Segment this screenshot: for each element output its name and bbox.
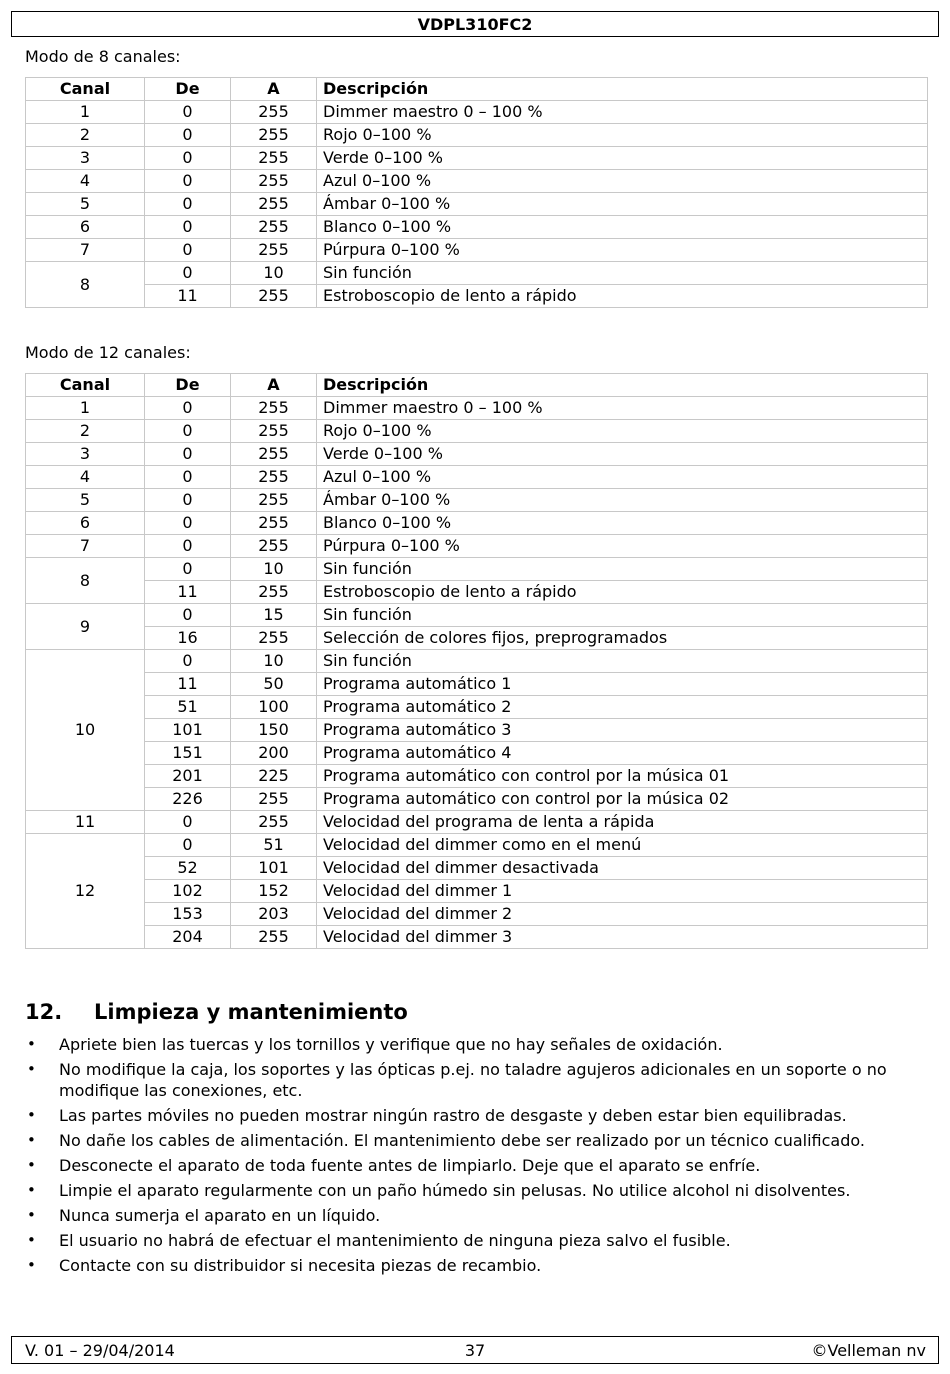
table-row	[26, 285, 928, 308]
column-header-canal: Canal	[26, 78, 145, 101]
from-cell: 102	[145, 880, 231, 903]
to-cell: 255	[231, 101, 317, 124]
description-cell: Estroboscopio de lento a rápido	[317, 285, 928, 308]
chapter-number: 12.	[25, 1000, 63, 1024]
bullet-icon: •	[27, 1256, 36, 1274]
footer-version: V. 01 – 29/04/2014	[25, 1341, 175, 1360]
from-cell: 0	[145, 397, 231, 420]
table-row	[26, 650, 928, 673]
to-cell: 255	[231, 170, 317, 193]
description-cell: Rojo 0–100 %	[317, 124, 928, 147]
column-header-a: A	[231, 78, 317, 101]
mode12-label: Modo de 12 canales:	[25, 343, 191, 362]
description-cell: Sin función	[317, 650, 928, 673]
table-header-row	[26, 374, 928, 397]
table-row	[26, 535, 928, 558]
table-row	[26, 742, 928, 765]
from-cell: 0	[145, 239, 231, 262]
table-row	[26, 811, 928, 834]
table-row	[26, 765, 928, 788]
from-cell: 11	[145, 581, 231, 604]
channel-cell: 2	[26, 420, 145, 443]
list-item-text: Desconecte el aparato de toda fuente antes de limpiarlo. Deje que el aparato se enfríe.	[59, 1156, 761, 1175]
table-row	[26, 696, 928, 719]
list-item-text: El usuario no habrá de efectuar el mantenimiento de ninguna pieza salvo el fusible.	[59, 1231, 731, 1250]
column-header-de: De	[145, 78, 231, 101]
description-cell: Ámbar 0–100 %	[317, 489, 928, 512]
description-cell: Verde 0–100 %	[317, 443, 928, 466]
to-cell: 255	[231, 926, 317, 949]
channel-cell: 6	[26, 512, 145, 535]
channel-cell: 9	[26, 604, 145, 650]
to-cell: 255	[231, 489, 317, 512]
table-row	[26, 170, 928, 193]
bullet-icon: •	[27, 1035, 36, 1053]
list-item	[25, 1130, 925, 1151]
from-cell: 226	[145, 788, 231, 811]
description-cell: Velocidad del dimmer como en el menú	[317, 834, 928, 857]
footer-copyright: ©Velleman nv	[811, 1341, 926, 1360]
channel-cell: 3	[26, 147, 145, 170]
document-model-title: VDPL310FC2	[417, 15, 533, 34]
description-cell: Programa automático con control por la música 02	[317, 788, 928, 811]
chapter-heading	[25, 998, 408, 1026]
to-cell: 255	[231, 466, 317, 489]
from-cell: 0	[145, 489, 231, 512]
list-item-text: No dañe los cables de alimentación. El mantenimiento debe ser realizado por un técnico cualificado.	[59, 1131, 865, 1150]
description-cell: Blanco 0–100 %	[317, 512, 928, 535]
to-cell: 255	[231, 811, 317, 834]
to-cell: 225	[231, 765, 317, 788]
to-cell: 10	[231, 262, 317, 285]
table-row	[26, 397, 928, 420]
to-cell: 255	[231, 535, 317, 558]
table-row	[26, 193, 928, 216]
to-cell: 255	[231, 788, 317, 811]
from-cell: 16	[145, 627, 231, 650]
channel-cell: 10	[26, 650, 145, 811]
description-cell: Velocidad del dimmer 2	[317, 903, 928, 926]
table-row	[26, 926, 928, 949]
description-cell: Velocidad del dimmer 3	[317, 926, 928, 949]
from-cell: 11	[145, 285, 231, 308]
to-cell: 50	[231, 673, 317, 696]
to-cell: 101	[231, 857, 317, 880]
from-cell: 0	[145, 147, 231, 170]
list-item	[25, 1205, 925, 1226]
to-cell: 15	[231, 604, 317, 627]
description-cell: Dimmer maestro 0 – 100 %	[317, 397, 928, 420]
channel-cell: 7	[26, 535, 145, 558]
description-cell: Ámbar 0–100 %	[317, 193, 928, 216]
from-cell: 0	[145, 262, 231, 285]
mode12-table-body	[26, 397, 928, 949]
channel-cell: 11	[26, 811, 145, 834]
table-row	[26, 262, 928, 285]
column-header-a: A	[231, 374, 317, 397]
list-item	[25, 1034, 925, 1055]
table-row	[26, 857, 928, 880]
list-item-text: Las partes móviles no pueden mostrar ningún rastro de desgaste y deben estar bien equilibradas.	[59, 1106, 847, 1125]
from-cell: 0	[145, 650, 231, 673]
description-cell: Programa automático con control por la música 01	[317, 765, 928, 788]
column-header-de: De	[145, 374, 231, 397]
list-item-text: Nunca sumerja el aparato en un líquido.	[59, 1206, 381, 1225]
chapter-title: Limpieza y mantenimiento	[94, 1000, 408, 1024]
from-cell: 0	[145, 466, 231, 489]
mode8-label: Modo de 8 canales:	[25, 47, 181, 66]
from-cell: 101	[145, 719, 231, 742]
description-cell: Sin función	[317, 604, 928, 627]
bullet-icon: •	[27, 1060, 36, 1078]
to-cell: 10	[231, 650, 317, 673]
to-cell: 100	[231, 696, 317, 719]
from-cell: 52	[145, 857, 231, 880]
to-cell: 203	[231, 903, 317, 926]
description-cell: Verde 0–100 %	[317, 147, 928, 170]
to-cell: 255	[231, 285, 317, 308]
description-cell: Rojo 0–100 %	[317, 420, 928, 443]
channel-cell: 12	[26, 834, 145, 949]
description-cell: Sin función	[317, 558, 928, 581]
table-row	[26, 903, 928, 926]
bullet-icon: •	[27, 1131, 36, 1149]
to-cell: 255	[231, 193, 317, 216]
to-cell: 255	[231, 147, 317, 170]
description-cell: Púrpura 0–100 %	[317, 535, 928, 558]
to-cell: 255	[231, 397, 317, 420]
from-cell: 0	[145, 535, 231, 558]
list-item	[25, 1105, 925, 1126]
table-row	[26, 558, 928, 581]
description-cell: Selección de colores fijos, preprogramados	[317, 627, 928, 650]
to-cell: 255	[231, 239, 317, 262]
description-cell: Dimmer maestro 0 – 100 %	[317, 101, 928, 124]
table-row	[26, 466, 928, 489]
from-cell: 0	[145, 834, 231, 857]
table-row	[26, 788, 928, 811]
bullet-icon: •	[27, 1231, 36, 1249]
from-cell: 0	[145, 811, 231, 834]
table-row	[26, 101, 928, 124]
from-cell: 153	[145, 903, 231, 926]
from-cell: 151	[145, 742, 231, 765]
from-cell: 0	[145, 604, 231, 627]
description-cell: Velocidad del dimmer 1	[317, 880, 928, 903]
list-item	[25, 1059, 925, 1101]
from-cell: 0	[145, 512, 231, 535]
description-cell: Azul 0–100 %	[317, 466, 928, 489]
mode12-table	[25, 373, 928, 949]
table-row	[26, 880, 928, 903]
table-row	[26, 673, 928, 696]
column-header-descripcion: Descripción	[317, 374, 928, 397]
bullet-icon: •	[27, 1156, 36, 1174]
to-cell: 255	[231, 216, 317, 239]
from-cell: 51	[145, 696, 231, 719]
to-cell: 255	[231, 627, 317, 650]
from-cell: 0	[145, 124, 231, 147]
table-row	[26, 581, 928, 604]
from-cell: 0	[145, 101, 231, 124]
description-cell: Blanco 0–100 %	[317, 216, 928, 239]
from-cell: 204	[145, 926, 231, 949]
channel-cell: 3	[26, 443, 145, 466]
to-cell: 255	[231, 124, 317, 147]
list-item	[25, 1155, 925, 1176]
table-row	[26, 124, 928, 147]
from-cell: 11	[145, 673, 231, 696]
description-cell: Programa automático 2	[317, 696, 928, 719]
description-cell: Púrpura 0–100 %	[317, 239, 928, 262]
channel-cell: 5	[26, 193, 145, 216]
description-cell: Programa automático 1	[317, 673, 928, 696]
description-cell: Sin función	[317, 262, 928, 285]
from-cell: 201	[145, 765, 231, 788]
to-cell: 152	[231, 880, 317, 903]
table-row	[26, 512, 928, 535]
description-cell: Estroboscopio de lento a rápido	[317, 581, 928, 604]
from-cell: 0	[145, 443, 231, 466]
channel-cell: 4	[26, 170, 145, 193]
table-row	[26, 216, 928, 239]
list-item-text: No modifique la caja, los soportes y las ópticas p.ej. no taladre agujeros adicionales en un soporte o no modifique las conexiones, etc.	[59, 1060, 887, 1100]
description-cell: Azul 0–100 %	[317, 170, 928, 193]
description-cell: Programa automático 4	[317, 742, 928, 765]
channel-cell: 8	[26, 558, 145, 604]
list-item-text: Contacte con su distribuidor si necesita piezas de recambio.	[59, 1256, 542, 1275]
description-cell: Velocidad del programa de lenta a rápida	[317, 811, 928, 834]
table-row	[26, 627, 928, 650]
bullet-icon: •	[27, 1206, 36, 1224]
to-cell: 255	[231, 512, 317, 535]
bullet-icon: •	[27, 1181, 36, 1199]
table-row	[26, 834, 928, 857]
channel-cell: 2	[26, 124, 145, 147]
table-row	[26, 420, 928, 443]
channel-cell: 5	[26, 489, 145, 512]
channel-cell: 1	[26, 101, 145, 124]
list-item	[25, 1230, 925, 1251]
mode8-table-body	[26, 101, 928, 308]
to-cell: 10	[231, 558, 317, 581]
list-item	[25, 1255, 925, 1276]
maintenance-list	[25, 1034, 925, 1280]
table-row	[26, 147, 928, 170]
channel-cell: 4	[26, 466, 145, 489]
to-cell: 150	[231, 719, 317, 742]
mode8-table	[25, 77, 928, 308]
list-item	[25, 1180, 925, 1201]
bullet-icon: •	[27, 1106, 36, 1124]
to-cell: 51	[231, 834, 317, 857]
channel-cell: 1	[26, 397, 145, 420]
footer-page-number: 37	[464, 1341, 486, 1360]
to-cell: 200	[231, 742, 317, 765]
channel-cell: 8	[26, 262, 145, 308]
from-cell: 0	[145, 558, 231, 581]
table-row	[26, 719, 928, 742]
description-cell: Velocidad del dimmer desactivada	[317, 857, 928, 880]
channel-cell: 6	[26, 216, 145, 239]
from-cell: 0	[145, 216, 231, 239]
channel-cell: 7	[26, 239, 145, 262]
list-item-text: Apriete bien las tuercas y los tornillos y verifique que no hay señales de oxidación.	[59, 1035, 723, 1054]
list-item-text: Limpie el aparato regularmente con un paño húmedo sin pelusas. No utilice alcohol ni disolventes.	[59, 1181, 851, 1200]
column-header-canal: Canal	[26, 374, 145, 397]
column-header-descripcion: Descripción	[317, 78, 928, 101]
to-cell: 255	[231, 443, 317, 466]
from-cell: 0	[145, 420, 231, 443]
table-row	[26, 489, 928, 512]
description-cell: Programa automático 3	[317, 719, 928, 742]
table-row	[26, 239, 928, 262]
to-cell: 255	[231, 420, 317, 443]
table-row	[26, 443, 928, 466]
to-cell: 255	[231, 581, 317, 604]
table-header-row	[26, 78, 928, 101]
table-row	[26, 604, 928, 627]
from-cell: 0	[145, 170, 231, 193]
from-cell: 0	[145, 193, 231, 216]
